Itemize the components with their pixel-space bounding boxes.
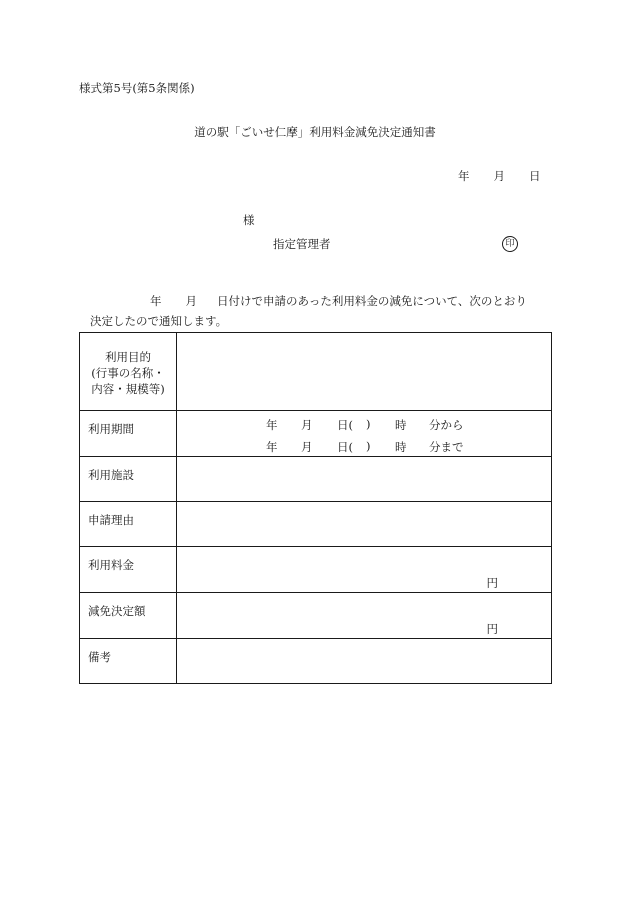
intro-month-label: 月 <box>185 294 197 308</box>
facility-label-cell <box>80 457 177 502</box>
table-row-reason <box>80 502 552 547</box>
facility-label: 利用施設 <box>88 468 134 482</box>
period-label-cell <box>80 411 177 457</box>
period-value-cell[interactable] <box>177 411 552 457</box>
seal-mark: 印 <box>502 236 518 252</box>
intro-line-1 <box>150 294 527 308</box>
period-from-day: 日( <box>337 418 353 432</box>
table-row-reduction <box>80 593 552 639</box>
reduction-yen-unit: 円 <box>486 622 498 636</box>
intro-line-2: 決定したので通知します。 <box>90 314 228 328</box>
period-to-close: ) <box>366 439 371 453</box>
fee-yen-unit: 円 <box>486 576 498 590</box>
reduction-label: 減免決定額 <box>88 604 146 618</box>
purpose-label-cell <box>80 333 177 411</box>
remarks-value-cell[interactable] <box>177 639 552 684</box>
period-from-year: 年 <box>266 418 278 432</box>
designated-manager-label: 指定管理者 <box>273 237 331 251</box>
form-number: 様式第5号(第5条関係) <box>79 81 195 95</box>
date-year-label: 年 <box>458 169 470 183</box>
period-from-minute: 分から <box>429 418 464 432</box>
date-month-label: 月 <box>493 169 505 183</box>
period-to-day: 日( <box>337 440 353 454</box>
fee-label: 利用料金 <box>88 558 134 572</box>
period-label: 利用期間 <box>88 422 134 436</box>
purpose-label-sub-1: (行事の名称・ <box>91 366 165 380</box>
intro-year-label: 年 <box>150 294 162 308</box>
purpose-label-sub-2: 内容・規模等) <box>91 382 165 396</box>
reason-label: 申請理由 <box>88 513 134 527</box>
document-title: 道の駅「ごいせ仁摩」利用料金減免決定通知書 <box>194 125 436 139</box>
remarks-label-cell <box>80 639 177 684</box>
notification-table <box>79 332 552 684</box>
period-to-year: 年 <box>266 440 278 454</box>
issue-date-line <box>458 169 541 183</box>
period-from-close: ) <box>366 417 371 431</box>
facility-value-cell[interactable] <box>177 457 552 502</box>
reduction-label-cell <box>80 593 177 639</box>
purpose-value-cell[interactable] <box>177 333 552 411</box>
addressee-honorific: 様 <box>243 213 255 227</box>
period-from-month: 月 <box>301 418 313 432</box>
table-row-purpose <box>80 333 552 411</box>
reason-value-cell[interactable] <box>177 502 552 547</box>
table-row-facility <box>80 457 552 502</box>
period-to-minute: 分まで <box>429 440 464 454</box>
table-row-period <box>80 411 552 457</box>
table-row-fee <box>80 547 552 593</box>
table-row-remarks <box>80 639 552 684</box>
period-from-hour: 時 <box>395 418 407 432</box>
remarks-label: 備考 <box>88 650 111 664</box>
period-to-month: 月 <box>301 440 313 454</box>
reason-label-cell <box>80 502 177 547</box>
fee-value-cell[interactable] <box>177 547 552 593</box>
purpose-label: 利用目的 <box>105 350 151 364</box>
reduction-value-cell[interactable] <box>177 593 552 639</box>
date-day-label: 日 <box>529 169 541 183</box>
intro-body-text: 日付けで申請のあった利用料金の減免について、次のとおり <box>217 294 527 308</box>
fee-label-cell <box>80 547 177 593</box>
period-to-hour: 時 <box>395 440 407 454</box>
